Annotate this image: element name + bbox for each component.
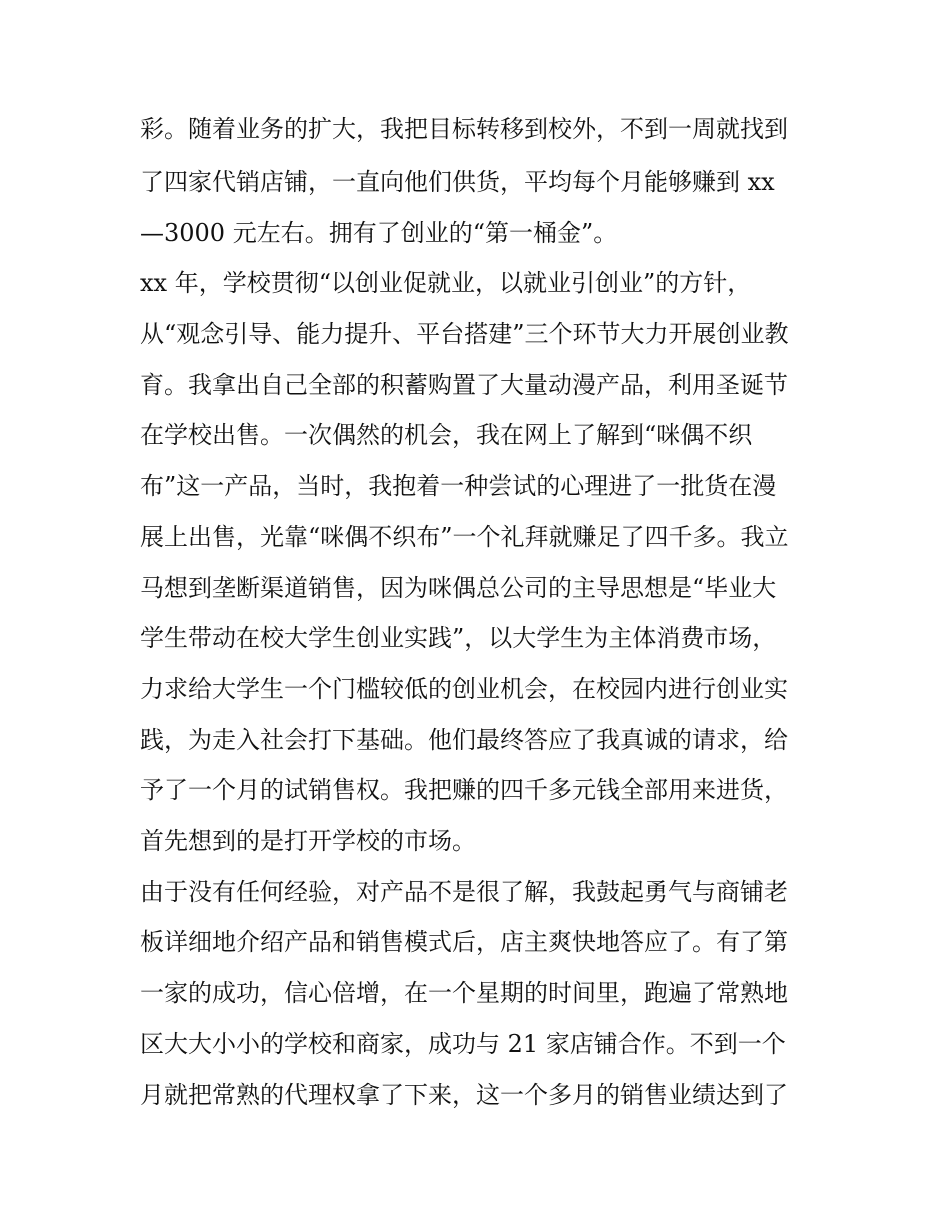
text-line: 在学校出售。一次偶然的机会，我在网上了解到“咪偶不织 [140, 421, 753, 449]
text-line: 由于没有任何经验，对产品不是很了解，我鼓起勇气与商铺老 [140, 878, 788, 906]
text-line: xx 年，学校贯彻“以创业促就业，以就业引创业”的方针， [140, 269, 752, 297]
text-line: 一家的成功，信心倍增，在一个星期的时间里，跑遍了常熟地 [140, 979, 788, 1007]
text-line: 首先想到的是打开学校的市场。 [140, 827, 476, 855]
text-line: 彩。随着业务的扩大，我把目标转移到校外，不到一周就找到 [140, 115, 788, 143]
text-line: 践，为走入社会打下基础。他们最终答应了我真诚的请求，给 [140, 726, 788, 754]
text-line: 马想到垄断渠道销售，因为咪偶总公司的主导思想是“毕业大 [140, 574, 777, 602]
text-line: 板详细地介绍产品和销售模式后，店主爽快地答应了。有了第 [140, 928, 788, 956]
text-line: 了四家代销店铺，一直向他们供货，平均每个月能够赚到 xx [140, 168, 775, 196]
text-line: 从“观念引导、能力提升、平台搭建”三个环节大力开展创业教 [140, 320, 789, 348]
text-line: —3000 元左右。拥有了创业的“第一桶金”。 [140, 219, 618, 247]
text-line: 区大大小小的学校和商家，成功与 21 家店铺合作。不到一个 [140, 1030, 786, 1058]
text-line: 力求给大学生一个门槛较低的创业机会，在校园内进行创业实 [140, 675, 788, 703]
text-line: 月就把常熟的代理权拿了下来，这一个多月的销售业绩达到了 [140, 1081, 788, 1109]
text-line: 展上出售，光靠“咪偶不织布”一个礼拜就赚足了四千多。我立 [140, 523, 789, 551]
text-line: 育。我拿出自己全部的积蓄购置了大量动漫产品，利用圣诞节 [140, 371, 788, 399]
text-line: 予了一个月的试销售权。我把赚的四千多元钱全部用来进货， [140, 776, 788, 804]
text-line: 学生带动在校大学生创业实践”，以大学生为主体消费市场， [140, 624, 777, 652]
text-line: 布”这一产品，当时，我抱着一种尝试的心理进了一批货在漫 [140, 472, 777, 500]
